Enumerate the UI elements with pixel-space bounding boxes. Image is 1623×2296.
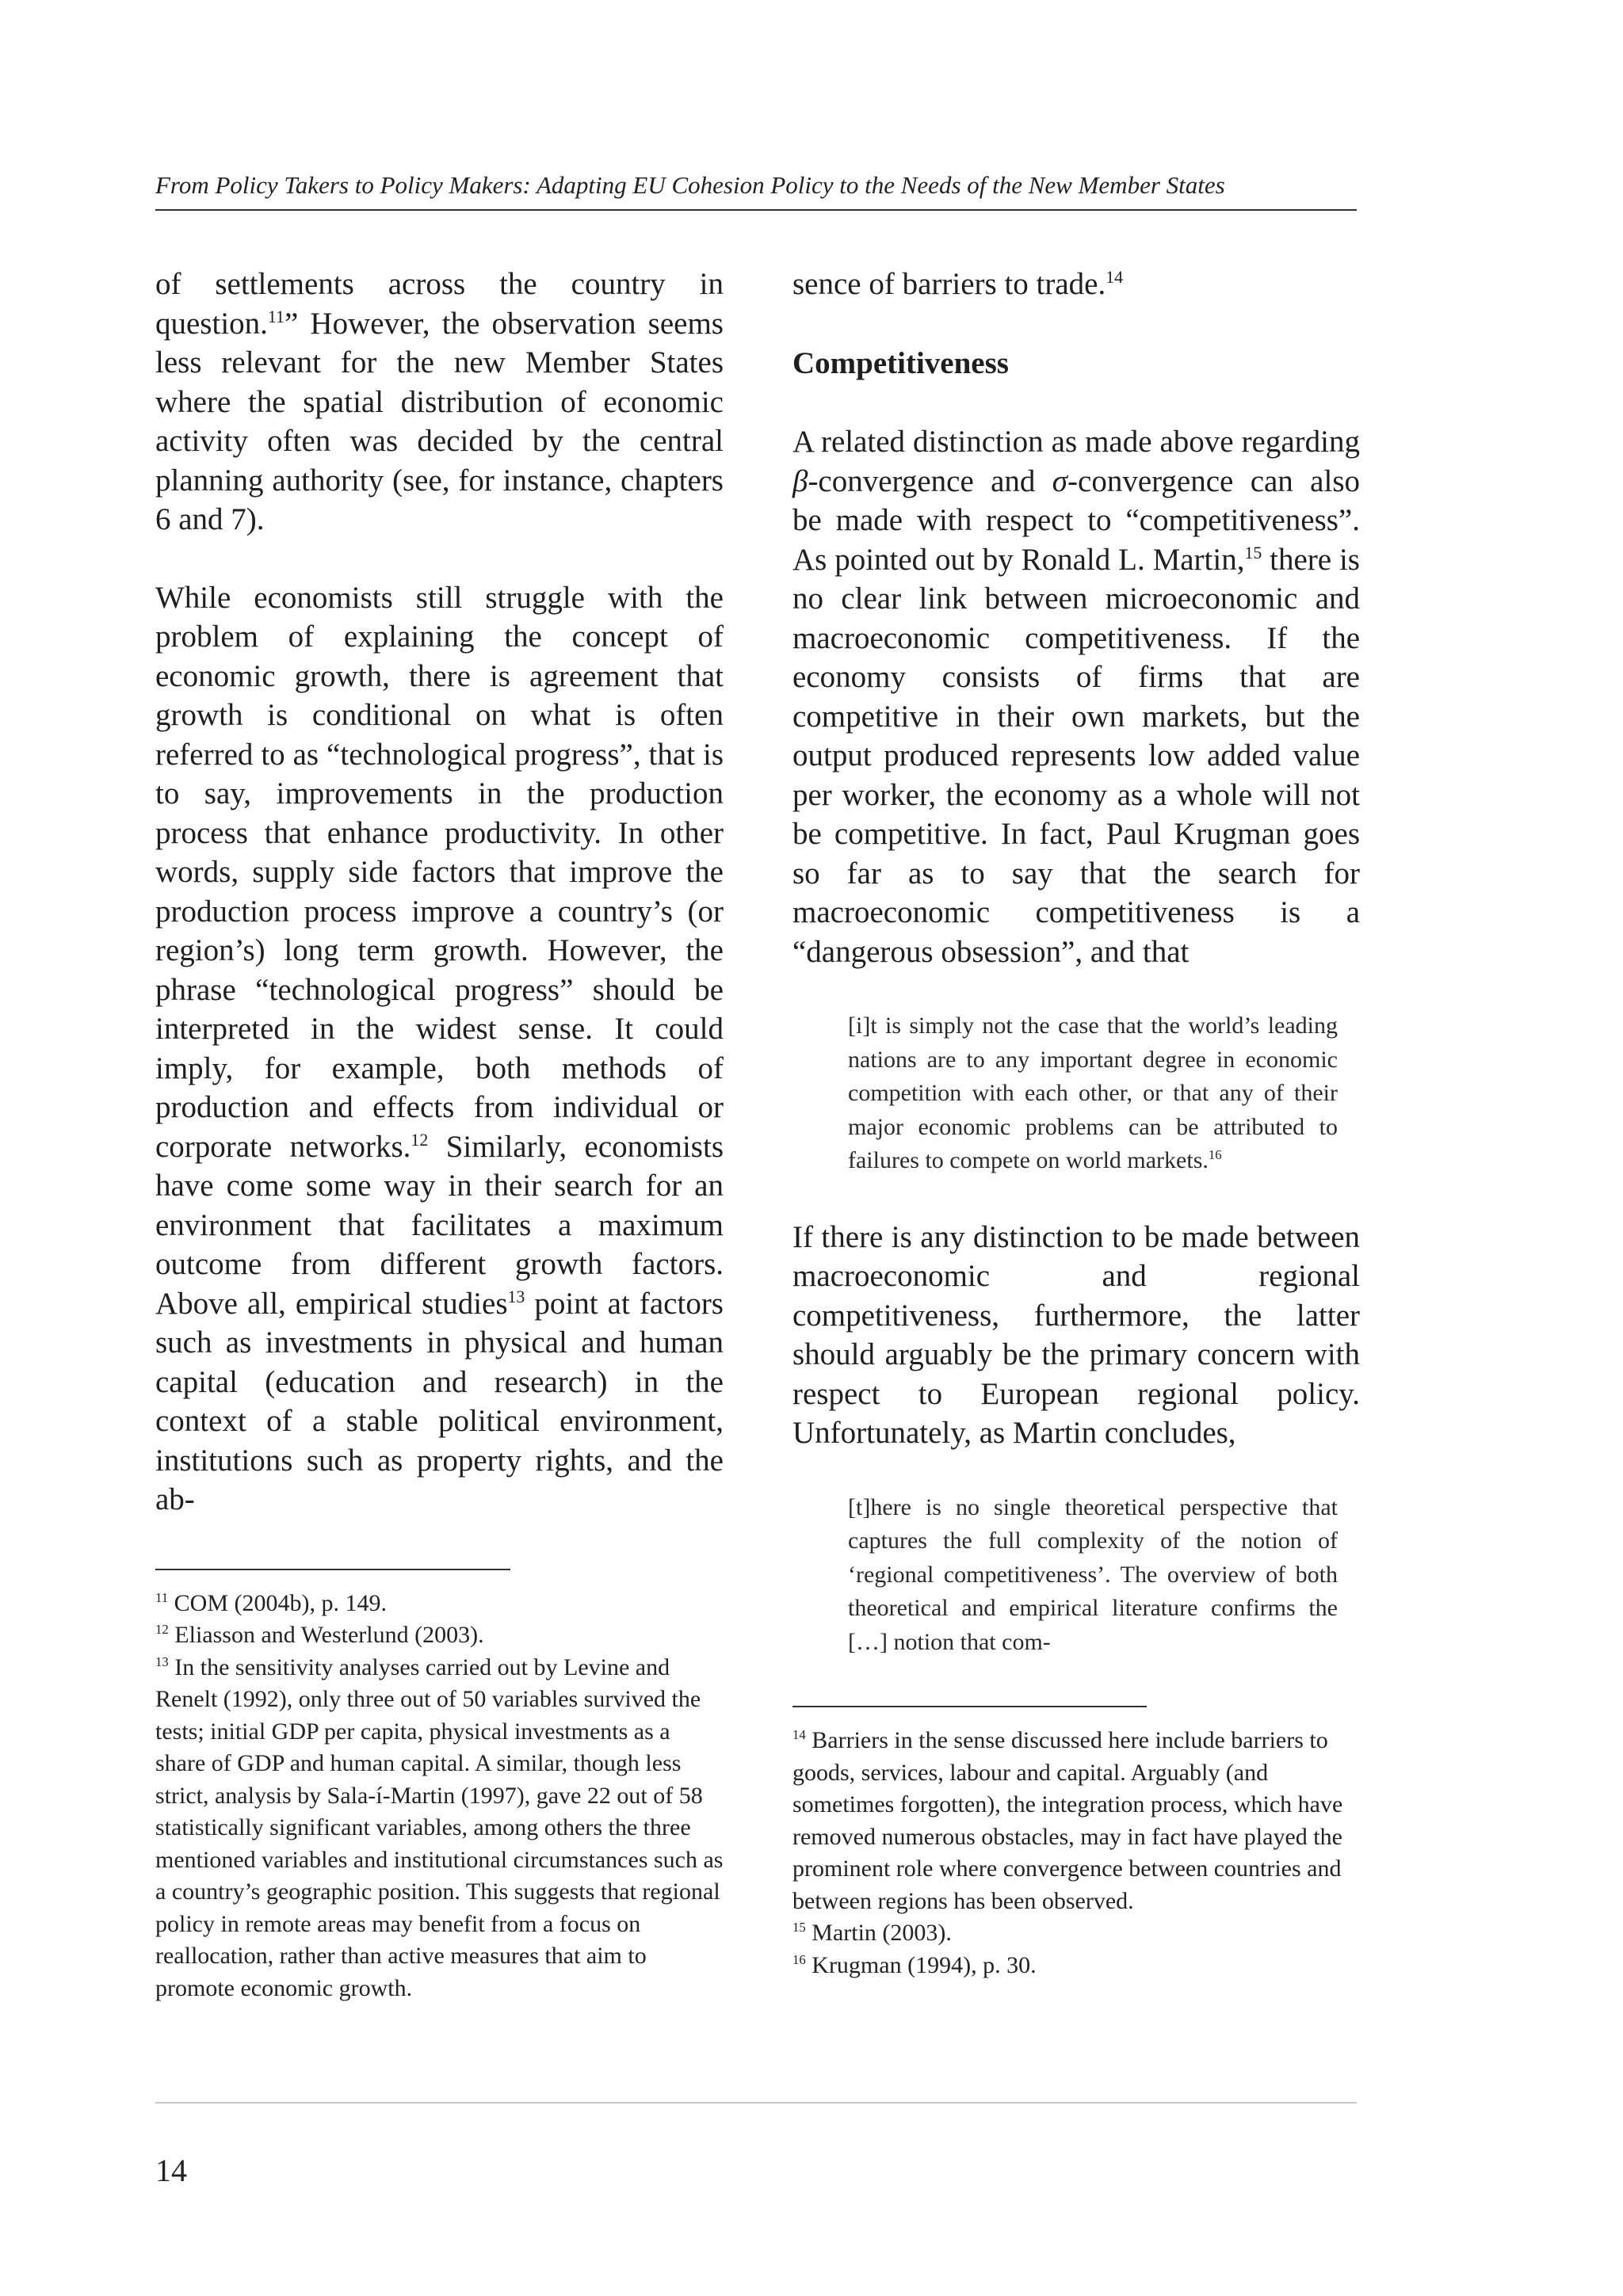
- footnote-14: $^{14}$ Barriers in the sense discussed here include barriers to goods, services, labour and capital. Arguably (and sometimes forgotten), the integration process, which have removed numerous obstacles, may in fact have played the prominent role where convergence between countries and between regions has been observed.: [792, 1727, 1343, 1914]
- page-number: 14: [155, 2153, 187, 2188]
- left-footnote-rule: [155, 1569, 510, 1570]
- footnote-ref-16[interactable]: 16: [1208, 1147, 1222, 1162]
- section-heading: Competitiveness: [792, 345, 1009, 380]
- running-header: From Policy Takers to Policy Makers: Adapting EU Cohesion Policy to the Needs of the New Member States: [155, 171, 1225, 199]
- footnote-16: $^{16}$ Krugman (1994), p. 30.: [792, 1951, 1037, 1978]
- right-column: [792, 265, 1360, 1981]
- right-body-text: [792, 265, 1360, 1659]
- footnote-ref-12[interactable]: 12: [411, 1130, 429, 1150]
- footer-rule: [155, 2102, 1357, 2103]
- left-footnotes: [155, 1588, 724, 2005]
- left-body-text: [155, 265, 724, 1520]
- footnote-ref-13[interactable]: 13: [507, 1287, 525, 1306]
- left-paragraph-2: While economists still struggle with the problem of explaining the concept of economic growth, there is agreement that growth is conditional on what is often referred to as “technological progress”, that is to say, improvements in the production process that enhance productivity. In other words, supply side factors that improve the production process improve a country’s (or region’s) long term growth. However, the phrase “technological progress” should be interpreted in the widest sense. It could imply, for example, both methods of production and effects from individual or corporate networks.$^{12}$ Similarly, economists have come some way in their search for an environment that facilitates a maximum outcome from different growth factors. Above all, empirical studies$^{13}$ point at factors such as investments in physical and human capital (education and research) in the context of a stable political environment, institutions such as property rights, and the ab-: [155, 580, 724, 1516]
- footnote-ref-15[interactable]: 15: [1244, 543, 1262, 563]
- footnote-12: $^{12}$ Eliasson and Westerlund (2003).: [155, 1622, 484, 1648]
- header-rule: [155, 209, 1357, 211]
- right-paragraph-0: sence of barriers to trade.$^{14}$: [792, 267, 1124, 301]
- left-column: [155, 265, 724, 2004]
- footnote-13: $^{13}$ In the sensitivity analyses carried out by Levine and Renelt (1992), only three out of 50 variables survived the tests; initial GDP per capita, physical investments as a share of GDP and human capital. A similar, though less strict, analysis by Sala-í-Martin (1997), gave 22 out of 58 statistically significant variables, among others the three mentioned variables and institutional circumstances such as a country’s geographic position. This suggests that regional policy in remote areas may benefit from a focus on reallocation, rather than active measures that aim to promote economic growth.: [155, 1653, 724, 2001]
- footnote-ref-14[interactable]: 14: [1106, 268, 1124, 287]
- footnote-ref-11[interactable]: 11: [267, 307, 285, 326]
- footnote-11: $^{11}$ COM (2004b), p. 149.: [155, 1589, 388, 1616]
- right-paragraph-2: If there is any distinction to be made between macroeconomic and regional competitiveness, furthermore, the latter should arguably be the primary concern with respect to European regional policy. Unfortunately, as Martin concludes,: [792, 1219, 1360, 1450]
- footnote-15: $^{15}$ Martin (2003).: [792, 1920, 952, 1946]
- right-paragraph-1: A related distinction as made above regarding β-convergence and σ-convergence can also be made with respect to “competitiveness”. As pointed out by Ronald L. Martin,$^{15}$ there is no clear link between microeconomic and macroeconomic competitiveness. If the economy consists of firms that are competitive in their own markets, but the output produced represents low added value per worker, the economy as a whole will not be competitive. In fact, Paul Krugman goes so far as to say that the search for macroeconomic competitiveness is a “dangerous obsession”, and that: [792, 425, 1360, 969]
- block-quote-krugman: [i]t is simply not the case that the world’s leading nations are to any important degree in economic competition with each other, or that any of their major economic problems can be attributed to failures to compete on world markets.$^{16}$: [848, 1013, 1338, 1173]
- right-footnote-rule: [792, 1706, 1147, 1707]
- right-footnotes: [792, 1725, 1360, 1981]
- left-paragraph-1: of settlements across the country in question.$^{11}$” However, the observation seems less relevant for the new Member States where the spatial distribution of economic activity often was decided by the central planning authority (see, for instance, chapters 6 and 7).: [155, 267, 724, 536]
- block-quote-martin: [t]here is no single theoretical perspective that captures the full complexity of the notion of ‘regional competitiveness’. The overview of both theoretical and empirical literature confirms the […] notion that com-: [848, 1493, 1338, 1655]
